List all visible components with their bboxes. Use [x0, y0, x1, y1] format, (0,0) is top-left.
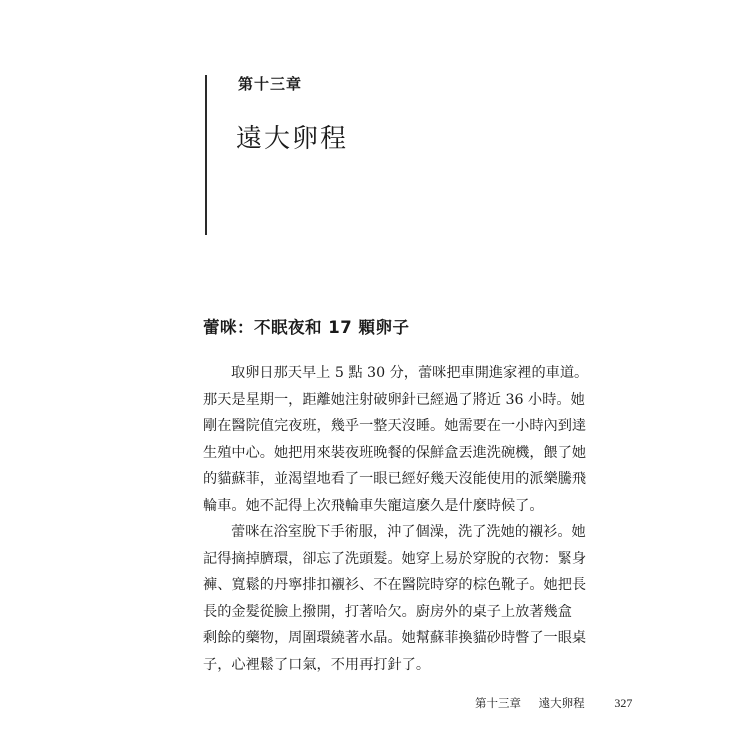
footer-chapter-title: 遠大卵程	[538, 696, 585, 710]
page-number: 327	[614, 696, 633, 710]
text-line: 子，心裡鬆了口氣，不用再打針了。	[203, 656, 431, 673]
text-line: 生殖中心。她把用來裝夜班晚餐的保鮮盒丟進洗碗機，餵了她	[203, 444, 587, 461]
page-footer	[475, 695, 632, 711]
text-line: 褲、寬鬆的丹寧排扣襯衫、不在醫院時穿的棕色靴子。她把長	[203, 577, 587, 593]
text-line: 取卵日那天早上 5 點 30 分，蕾咪把車開進家裡的車道。	[231, 365, 589, 381]
paragraph-2	[203, 519, 587, 678]
text-line: 剛在醫院值完夜班，幾乎一整天沒睡。她需要在一小時內到達	[203, 418, 587, 434]
footer-chapter-label: 第十三章	[475, 696, 521, 710]
text-line: 長的金髮從臉上撥開，打著哈欠。廚房外的桌子上放著幾盒	[203, 603, 572, 620]
text-line: 蕾咪在浴室脫下手術服，沖了個澡，洗了洗她的襯衫。她	[231, 524, 586, 540]
body-text	[203, 360, 589, 678]
text-line: 記得摘掉臍環，卻忘了洗頭髮。她穿上易於穿脫的衣物：緊身	[203, 550, 587, 567]
text-line: 剩餘的藥物，周圍環繞著水晶。她幫蘇菲換貓砂時瞥了一眼桌	[203, 630, 587, 646]
chapter-title: 遠大卵程	[236, 124, 349, 154]
paragraph-1	[203, 360, 589, 519]
text-line: 那天是星期一，距離她注射破卵針已經過了將近 36 小時。她	[203, 391, 585, 408]
chapter-label: 第十三章	[238, 75, 303, 93]
chapter-divider-rule	[205, 75, 207, 235]
text-line: 輪車。她不記得上次飛輪車失寵這麼久是什麼時候了。	[203, 497, 544, 514]
text-line: 的貓蘇菲，並渴望地看了一眼已經好幾天沒能使用的派樂騰飛	[203, 471, 587, 487]
section-heading: 蕾咪：不眠夜和 17 顆卵子	[203, 318, 410, 337]
